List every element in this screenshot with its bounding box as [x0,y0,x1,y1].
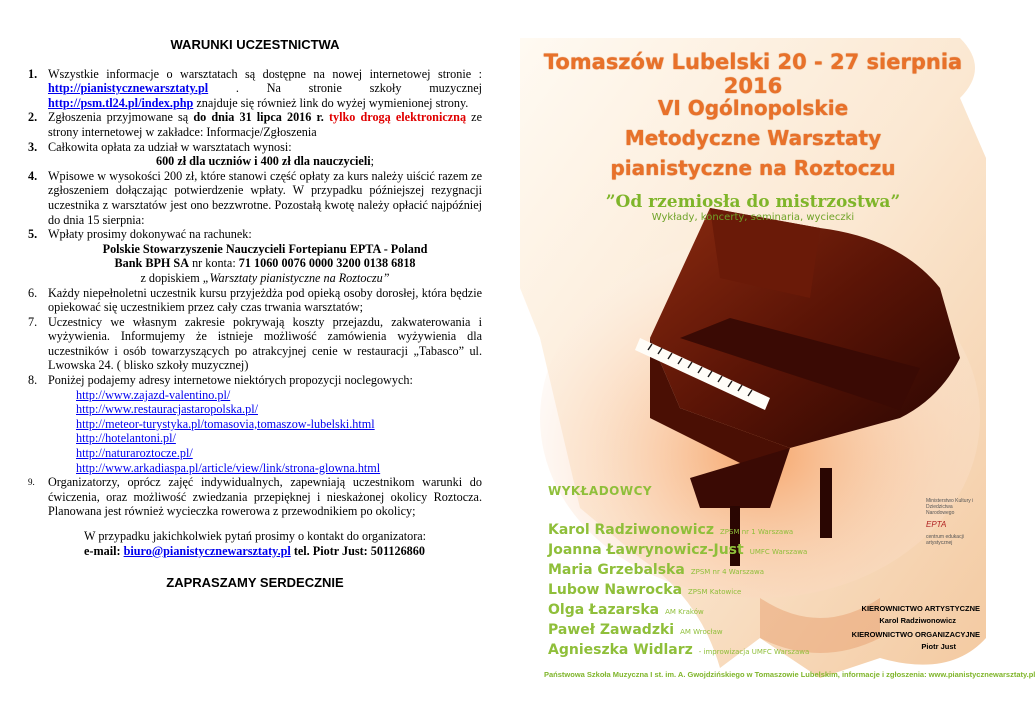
item-text: Każdy niepełnoletni uczestnik kursu przyjeżdża pod opieką osoby dorosłej, która będzie opiekować się uczestnikiem przez cały czas trwania warsztatów; [48,285,482,315]
contact-line [84,544,482,559]
lecturer-affil: AM Wrocław [680,628,723,636]
condition-item-4 [28,169,482,227]
note-label: z dopiskiem [140,270,203,285]
school-link[interactable]: http://psm.tl24.pl/index.php [48,95,194,110]
condition-item-7 [28,315,482,373]
lecturer-affil: AM Kraków [665,608,704,616]
note-title: „Warsztaty pianistyczne na Roztoczu” [202,270,390,285]
fee-text: 600 zł dla uczniów i 400 zł dla nauczycieli [155,154,371,169]
lecturer [548,602,704,618]
cea-logo: centrum edukacji artystycznej [926,534,964,546]
lecturer-affil: ZPSM nr 4 Warszawa [690,568,765,576]
lecturer-name: Joanna Ławrynowicz-Just [548,542,744,558]
lecturer [548,522,793,538]
accommodation-link[interactable]: http://www.restauracjastaropolska.pl/ [76,402,258,417]
epta-logo: EPTA [926,520,947,529]
fee-end: ; [370,154,375,169]
lecturer-name: Agnieszka Widlarz [548,642,693,658]
accommodation-link[interactable]: http://www.arkadiaspa.pl/article/view/link/strona-glowna.html [76,460,381,475]
deadline-text: do dnia 31 lipca 2016 r. [193,110,324,125]
item-text: Zgłoszenia przyjmowane są [48,110,194,125]
transfer-note [48,271,482,286]
item-number: 3. [28,139,38,154]
item-number: 7. [28,314,38,329]
lecturer-affil: ZPSM Katowice [688,588,742,596]
item-text: Wszystkie informacje o warsztatach są dostępne na nowej internetowej stronie : [48,66,482,81]
condition-item-2 [28,110,482,139]
lecturer-name: Lubow Nawrocka [548,582,683,598]
organizational-director-name: Piotr Just [921,642,956,651]
item-text: znajduje się również link do wyżej wymienionej strony. [193,95,469,110]
email-label: e-mail: [84,543,124,558]
lecturer [548,562,764,578]
condition-item-3 [28,140,482,169]
artistic-director-label: KIEROWNICTWO ARTYSTYCZNE [861,604,980,613]
lecturer-name: Maria Grzebalska [548,562,685,578]
poster-title-line2: Metodyczne Warsztaty [624,126,882,150]
organizational-director-label: KIEROWNICTWO ORGANIZACYJNE [851,630,980,639]
condition-item-5 [28,227,482,285]
accommodation-link[interactable]: http://hotelantoni.pl/ [76,431,176,446]
artistic-director-name: Karol Radziwonowicz [879,616,956,625]
email-link[interactable]: biuro@pianistycznewarsztaty.pl [123,543,291,558]
conditions-heading: WARUNKI UCZESTNICTWA [170,37,340,52]
condition-item-9 [28,475,482,519]
bank-label: Bank BPH SA [114,256,190,271]
item-number: 1. [28,66,38,81]
item-text: Wpłaty prosimy dokonywać na rachunek: [48,227,252,242]
poster-title-line3: pianistyczne na Roztoczu [610,156,896,180]
item-number: 6. [28,285,38,300]
item-text: Poniżej podajemy adresy internetowe niektórych propozycji noclegowych: [48,373,413,388]
poster-slogan: ”Od rzemiosła do mistrzostwa” [605,192,901,212]
item-number: 8. [28,373,38,388]
item-number: 5. [28,227,38,242]
bank-name: Polskie Stowarzyszenie Nauczycieli Fortepianu EPTA - Poland [102,241,428,256]
electronic-only-text: tylko drogą elektroniczną [323,110,467,125]
item-text: Wpisowe w wysokości 200 zł, które stanowi część opłaty za kurs należy uiścić razem ze zgłoszeniem dołączając potwierdzenie wpłaty. W przypadku późniejszej rezygnacji uczestnika z warsztatów jest ono bezzwrotne. Pozostałą kwotę należy opłacić najpóźniej do dnia 15 sierpnia: [48,168,482,227]
lecturer-name: Paweł Zawadzki [548,622,675,638]
conditions-column [28,38,482,591]
closing-heading: ZAPRASZAMY SERDECZNIE [166,575,344,591]
lecturer-name: Karol Radziwonowicz [548,522,715,538]
accommodation-link[interactable]: http://naturaroztocze.pl/ [76,446,193,461]
condition-item-1 [28,67,482,111]
accommodation-link[interactable]: http://meteor-turystyka.pl/tomasovia,tomaszow-lubelski.html [76,416,375,431]
accommodation-link[interactable]: http://www.zajazd-valentino.pl/ [76,387,231,402]
item-text: ze strony internetowej w zakładce: Informacje/Zgłoszenia [48,110,482,139]
contact-block [28,529,482,558]
item-number: 4. [28,168,38,183]
fee-line [48,154,482,169]
lecturer [548,622,723,638]
item-text: Uczestnicy we własnym zakresie pokrywają koszty przejazdu, zakwaterowania i wyżywienia. Informujemy że istnieje możliwość zamówienia wyżywienia dla uczestników i osób towarzyszących po atrakcyjnej cenie w restauracji „Tabasco” ul. Lwowska 24. ( blisko szkoły muzycznej) [48,314,482,373]
lecturer [548,642,809,658]
condition-item-8 [28,373,482,388]
lecturer-affil: UMFC Warszawa [749,548,808,556]
item-text: . Na stronie szkoły muzycznej [208,81,482,96]
lecturer-affil: ZPSM nr 1 Warszawa [720,528,794,536]
phone-text: tel. Piotr Just: 501126860 [290,543,425,558]
lecturer-name: Olga Łazarska [548,602,660,618]
item-number: 2. [28,110,38,125]
poster-subtitle: Wykłady, koncerty, seminaria, wycieczki [651,212,855,223]
event-poster [520,38,1035,688]
lecturer-affil: - improwizacja UMFC Warszawa [698,648,810,656]
account-label: nr konta: [189,256,239,271]
lecturer [548,582,741,598]
poster-title-line1: VI Ogólnopolskie [657,96,849,120]
sponsor-logos [926,498,978,546]
item-number: 9. [28,477,35,488]
website-link[interactable]: http://pianistycznewarsztaty.pl [48,81,209,96]
accommodation-links [28,388,482,476]
ministry-logo: Ministerstwo Kultury i Dziedzictwa Narodowego [926,498,974,516]
lecturer [548,542,807,558]
poster-footer: Państwowa Szkoła Muzyczna I st. im. A. Gwojdzińskiego w Tomaszowie Lubelskim, informacje i zgłoszenia: www.pianistycznewarsztaty.pl [544,670,1035,679]
item-text: Całkowita opłata za udział w warsztatach wynosi: [48,139,292,154]
account-number: 71 1060 0076 0000 3200 0138 6818 [238,256,416,271]
item-text: Organizatorzy, oprócz zajęć indywidualnych, zapewniają uczestnikom warunki do ćwiczenia, oraz możliwość zwiedzania przepięknej i nieskażonej okolicy Roztocza. Planowana jest również wycieczka rowerowa z przewodnikiem po okolicy; [48,475,482,519]
contact-intro: W przypadku jakichkolwiek pytań prosimy o kontakt do organizatora: [84,529,427,543]
poster-date-title: Tomaszów Lubelski 20 - 27 sierpnia 2016 [543,50,963,98]
lecturers-heading: WYKŁADOWCY [548,484,653,498]
condition-item-6 [28,286,482,315]
bank-account [48,256,482,271]
